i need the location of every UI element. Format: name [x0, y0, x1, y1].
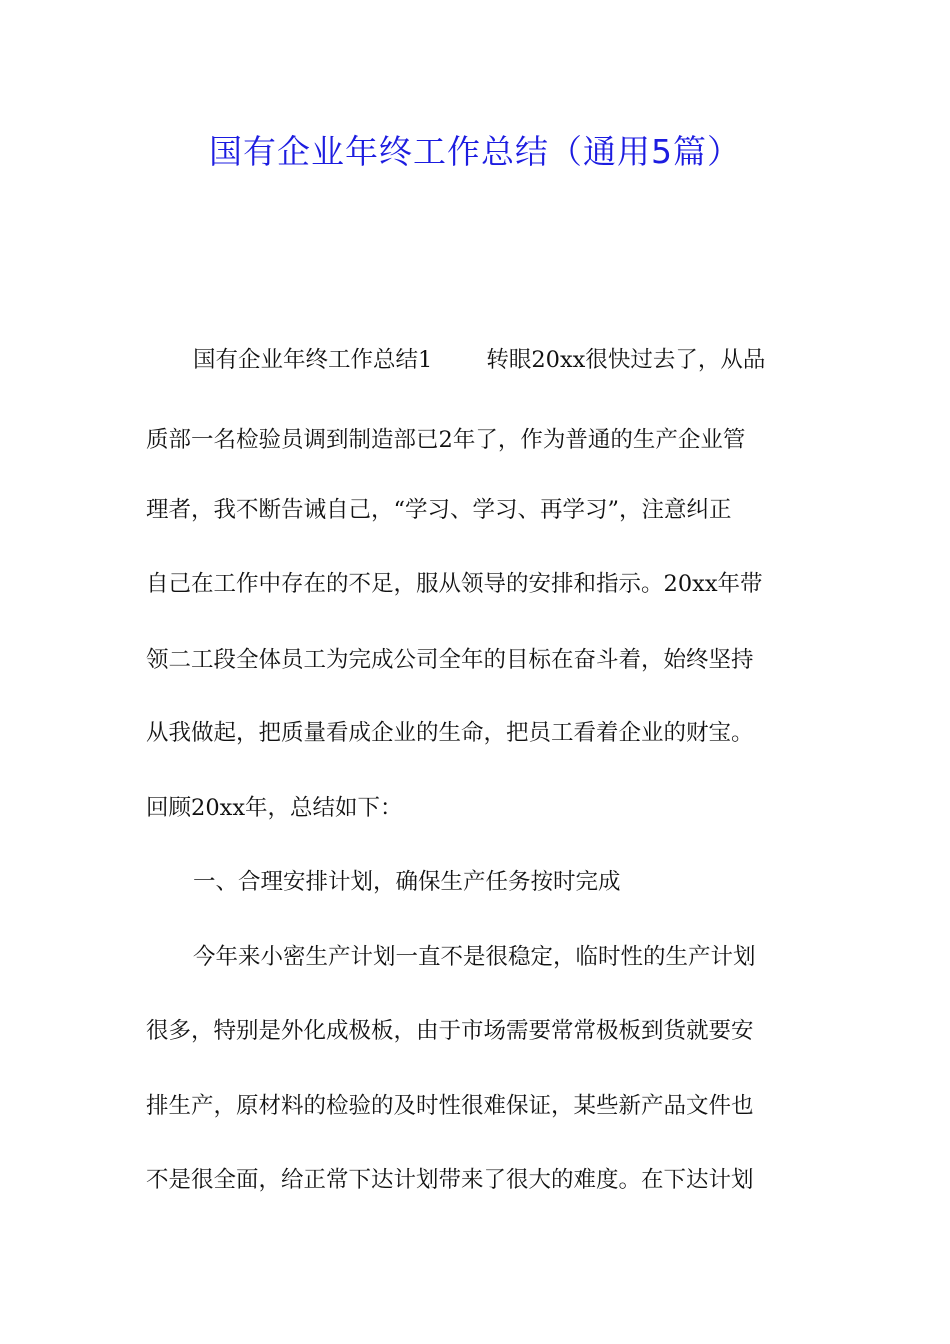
paragraph-line: 很多，特别是外化成极板，由于市场需要常常极板到货就要安	[146, 1018, 754, 1044]
paragraph-line: 回顾20xx年，总结如下：	[146, 795, 403, 821]
paragraph-line: 质部一名检验员调到制造部已2年了，作为普通的生产企业管	[146, 427, 746, 453]
paragraph-line: 领二工段全体员工为完成公司全年的目标在奋斗着，始终坚持	[146, 647, 754, 673]
paragraph-line: 不是很全面，给正常下达计划带来了很大的难度。在下达计划	[146, 1167, 754, 1193]
paragraph-line: 理者，我不断告诫自己，“学习、学习、再学习”，注意纠正	[146, 497, 732, 523]
paragraph-line: 从我做起，把质量看成企业的生命，把员工看着企业的财宝。	[146, 720, 754, 746]
section-heading: 一、合理安排计划，确保生产任务按时完成	[193, 869, 621, 895]
document-title: 国有企业年终工作总结（通用5篇）	[209, 132, 741, 171]
paragraph-line: 自己在工作中存在的不足，服从领导的安排和指示。20xx年带	[146, 571, 763, 597]
paragraph-text: 转眼20xx很快过去了，从品	[486, 347, 766, 373]
paragraph-line: 今年来小密生产计划一直不是很稳定，临时性的生产计划	[193, 944, 756, 970]
paragraph-heading: 国有企业年终工作总结1	[193, 347, 433, 373]
paragraph-line	[146, 340, 853, 380]
paragraph-line: 排生产，原材料的检验的及时性很难保证，某些新产品文件也	[146, 1093, 754, 1119]
